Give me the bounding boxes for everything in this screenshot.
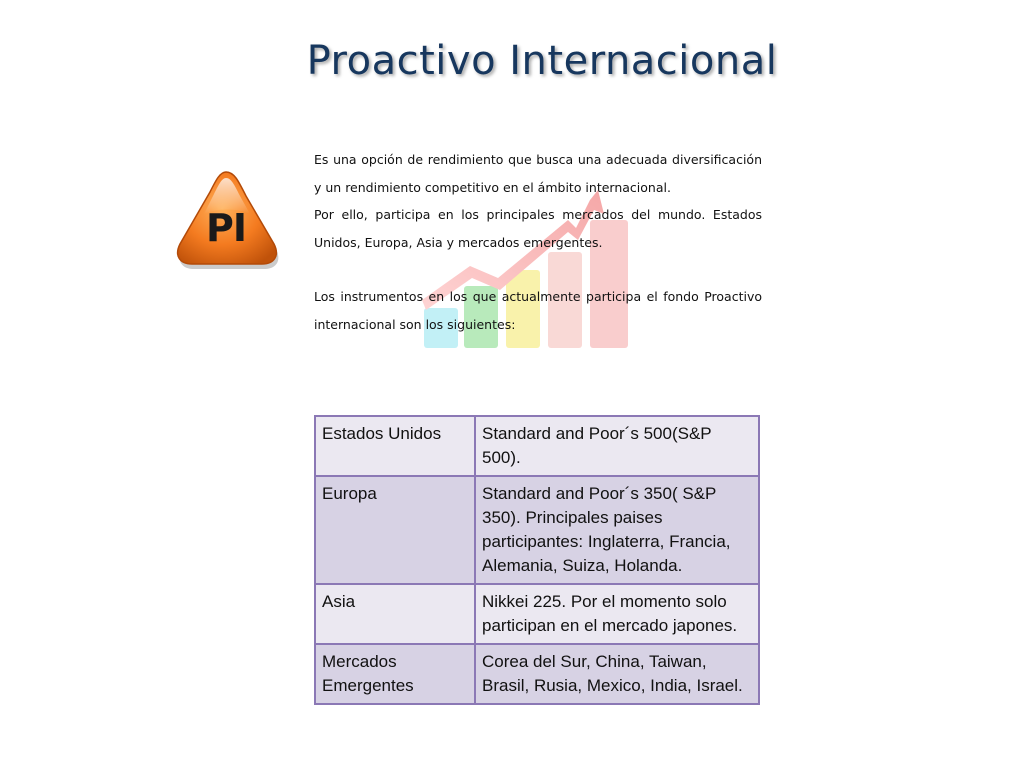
table-cell-region: Asia — [315, 584, 475, 644]
table-row — [315, 416, 759, 476]
table-cell-region: Estados Unidos — [315, 416, 475, 476]
table-row — [315, 476, 759, 584]
table-row — [315, 644, 759, 704]
badge-label: PI — [206, 206, 246, 250]
table-cell-region: Europa — [315, 476, 475, 584]
intro-paragraph-2: Por ello, participa en los principales mercados del mundo. Estados Unidos, Europa, Asia y mercados emergentes. — [314, 207, 762, 250]
pi-badge — [174, 168, 284, 270]
intro-text — [314, 146, 762, 338]
table-row — [315, 584, 759, 644]
table-cell-detail: Nikkei 225. Por el momento solo participan en el mercado japones. — [475, 584, 759, 644]
intro-paragraph-1: Es una opción de rendimiento que busca una adecuada diversificación y un rendimiento competitivo en el ámbito internacional. — [314, 152, 762, 195]
markets-table — [314, 415, 760, 705]
intro-paragraph-3: Los instrumentos en los que actualmente participa el fondo Proactivo internacional son los siguientes: — [314, 289, 762, 332]
table-cell-detail: Standard and Poor´s 500(S&P 500). — [475, 416, 759, 476]
table-cell-detail: Corea del Sur, China, Taiwan, Brasil, Rusia, Mexico, India, Israel. — [475, 644, 759, 704]
table-cell-region: Mercados Emergentes — [315, 644, 475, 704]
page-title: Proactivo Internacional — [306, 38, 778, 84]
table-cell-detail: Standard and Poor´s 350( S&P 350). Principales paises participantes: Inglaterra, Francia, Alemania, Suiza, Holanda. — [475, 476, 759, 584]
